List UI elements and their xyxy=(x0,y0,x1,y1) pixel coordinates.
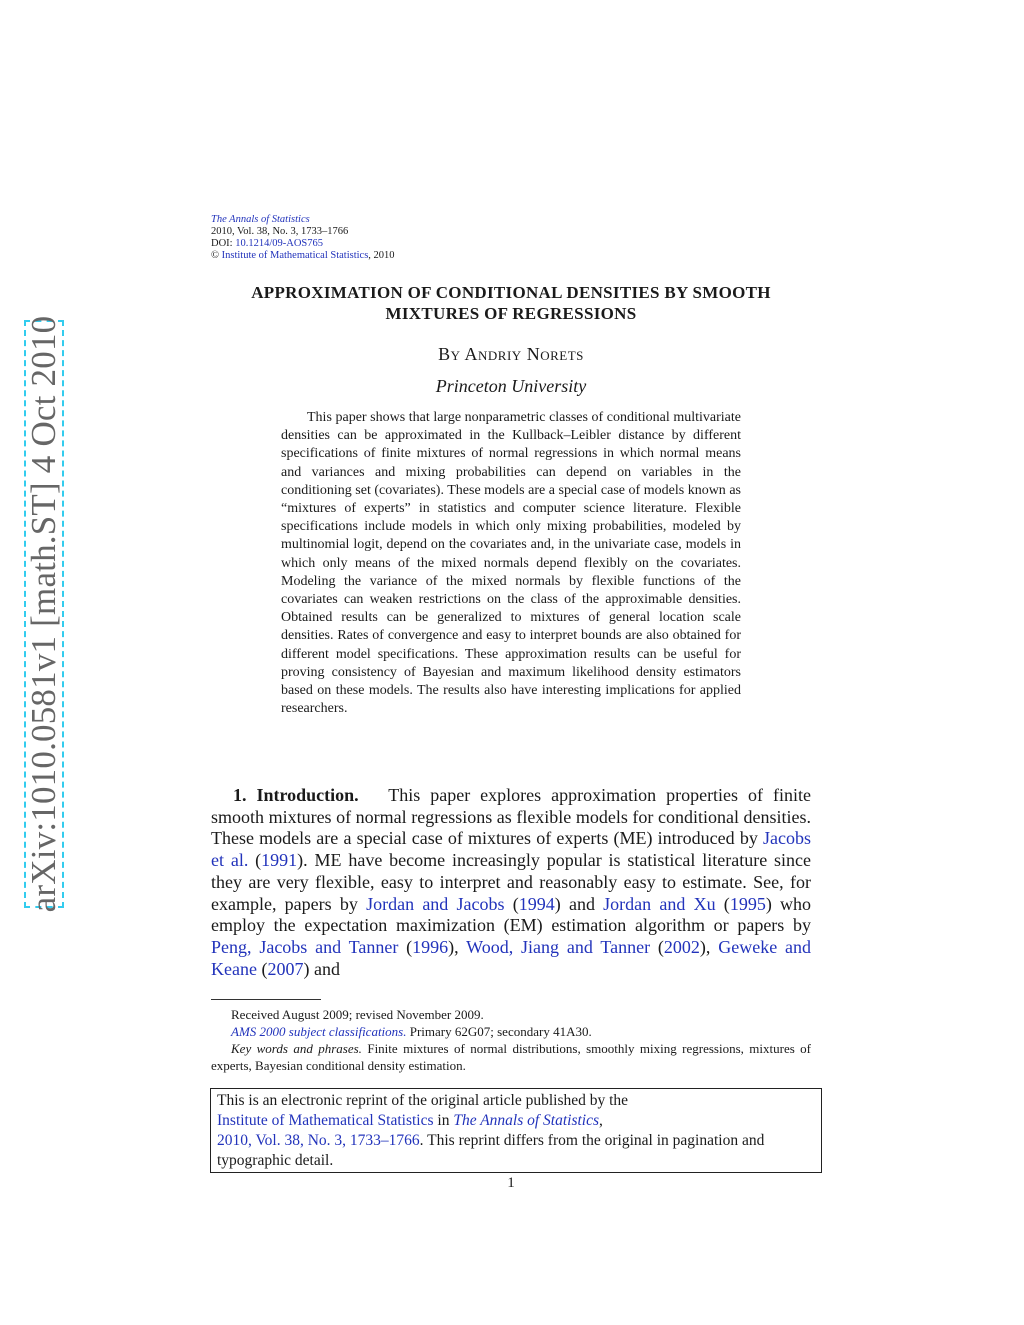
introduction-paragraph: 1. Introduction. This paper explores approximation properties of finite smooth mixtures of normal regressions as flexible models for conditional densities. These models are a special case of mixtures of experts (ME) introduced by Jacobs et al. (1991). ME have become increasingly popular is statistical literature since they are very flexible, easy to interpret and reasonably easy to estimate. See, for example, papers by Jordan and Jacobs (1994) and Jordan and Xu (1995) who employ the expectation maximization (EM) estimation algorithm or papers by Peng, Jacobs and Tanner (1996), Wood, Jiang and Tanner (2002), Geweke and Keane (2007) and xyxy=(211,785,812,979)
doi-label: DOI: xyxy=(211,238,233,249)
abstract: This paper shows that large nonparametric classes of conditional multivariate densities can be approximated in the Kullback–Leibler distance by different specifications of finite mixtures of normal regressions in which normal means and variances and mixing probabilities can depend on variables in the conditioning set (covariates). These models are a special case of models known as “mixtures of experts” in statistics and computer science literature. Flexible specifications include models in which only mixing probabilities, modeled by multinomial logit, depend on the covariates and, in the univariate case, models in which only means of the mixed normals depend flexibly on the covariates. Modeling the variance of the mixed normals by flexible functions of the covariates can weaken restrictions on the class of the approximable densities. Obtained results can be generalized to mixtures of general location scale densities. Rates of convergence and easy to interpret bounds are also obtained for different model specifications. These approximation results can be useful for proving consistency of Bayesian and maximum likelihood density estimators based on these models. The results also have interesting implications for applied researchers. xyxy=(281,410,741,717)
received-note: Received August 2009; revised November 2009. xyxy=(231,1007,484,1022)
citation-geweke[interactable]: Geweke and Keane xyxy=(211,936,811,979)
citation-jacobs-year[interactable]: 1991 xyxy=(261,850,298,871)
citation-geweke-year[interactable]: 2007 xyxy=(267,958,304,979)
reprint-notice xyxy=(210,1088,822,1173)
journal-header xyxy=(211,214,395,262)
keywords-text: Finite mixtures of normal distributions, smoothly mixing regressions, mixtures of experts, Bayesian conditional density estimation. xyxy=(211,1041,812,1073)
footnotes xyxy=(211,1006,811,1074)
arxiv-stamp xyxy=(24,315,64,913)
page-number: 1 xyxy=(507,1175,515,1191)
title-line-2: MIXTURES OF REGRESSIONS xyxy=(385,304,637,323)
reprint-text-2: . This reprint differs from the original in pagination and typographic detail. xyxy=(217,1132,765,1169)
arxiv-id: arXiv:1010.0581v1 [math.ST] 4 Oct 2010 xyxy=(24,315,63,913)
intro-text-2: . ME have become increasingly popular is statistical literature since they are very flexible, easy to interpret and reasonably easy to estimate. See, for example, papers by xyxy=(211,850,811,914)
reprint-line-1: This is an electronic reprint of the original article published by the xyxy=(217,1092,629,1109)
section-heading: 1. Introduction. xyxy=(233,785,359,805)
citation-jordan-xu-year[interactable]: 1995 xyxy=(729,893,766,914)
volume-line: 2010, Vol. 38, No. 3, 1733–1766 xyxy=(211,226,349,237)
citation-wood[interactable]: Wood, Jiang and Tanner xyxy=(466,936,651,957)
keywords-note xyxy=(211,1040,811,1074)
ams-text: Primary 62G07; secondary 41A30. xyxy=(409,1024,592,1039)
paper-title xyxy=(211,282,811,324)
journal-name-link[interactable]: The Annals of Statistics xyxy=(211,214,310,225)
reprint-in: in xyxy=(437,1112,450,1129)
intro-text-1: This paper explores approximation properties of finite smooth mixtures of normal regressions as flexible models for conditional densities. These models are a special case of mixtures of experts (ME) introduced by xyxy=(211,785,811,849)
author: By Andriy Norets xyxy=(438,344,584,364)
reprint-comma: , xyxy=(599,1112,603,1129)
institute-link[interactable]: Institute of Mathematical Statistics xyxy=(221,250,369,261)
citation-wood-year[interactable]: 2002 xyxy=(663,936,700,957)
copyright-year: , 2010 xyxy=(368,250,395,261)
footnote-rule xyxy=(211,999,321,1000)
intro-text-5: and xyxy=(313,958,340,979)
reprint-institute-link[interactable]: Institute of Mathematical Statistics xyxy=(217,1112,434,1129)
doi-link[interactable]: 10.1214/09-AOS765 xyxy=(235,238,324,249)
keywords-label: Key words and phrases. xyxy=(231,1041,362,1056)
affiliation: Princeton University xyxy=(435,376,587,396)
citation-peng[interactable]: Peng, Jacobs and Tanner xyxy=(211,936,399,957)
title-line-1: APPROXIMATION OF CONDITIONAL DENSITIES BY SMOOTH xyxy=(251,283,771,302)
citation-jordan-jacobs-year[interactable]: 1994 xyxy=(518,893,555,914)
citation-jacobs[interactable]: Jacobs et al. xyxy=(211,828,811,871)
citation-jordan-jacobs[interactable]: Jordan and Jacobs xyxy=(366,893,505,914)
citation-peng-year[interactable]: 1996 xyxy=(412,936,449,957)
reprint-journal-link[interactable]: The Annals of Statistics xyxy=(453,1112,600,1129)
reprint-citation-link[interactable]: 2010, Vol. 38, No. 3, 1733–1766 xyxy=(217,1132,420,1149)
intro-text-3: and xyxy=(568,893,595,914)
citation-jordan-xu[interactable]: Jordan and Xu xyxy=(603,893,716,914)
intro-text-4: who employ the expectation maximization (EM) estimation algorithm or papers by xyxy=(211,893,812,936)
ams-classification-link[interactable]: AMS 2000 subject classifications. xyxy=(231,1024,407,1039)
copyright-symbol: © xyxy=(211,250,219,261)
ams-note xyxy=(211,1023,811,1040)
